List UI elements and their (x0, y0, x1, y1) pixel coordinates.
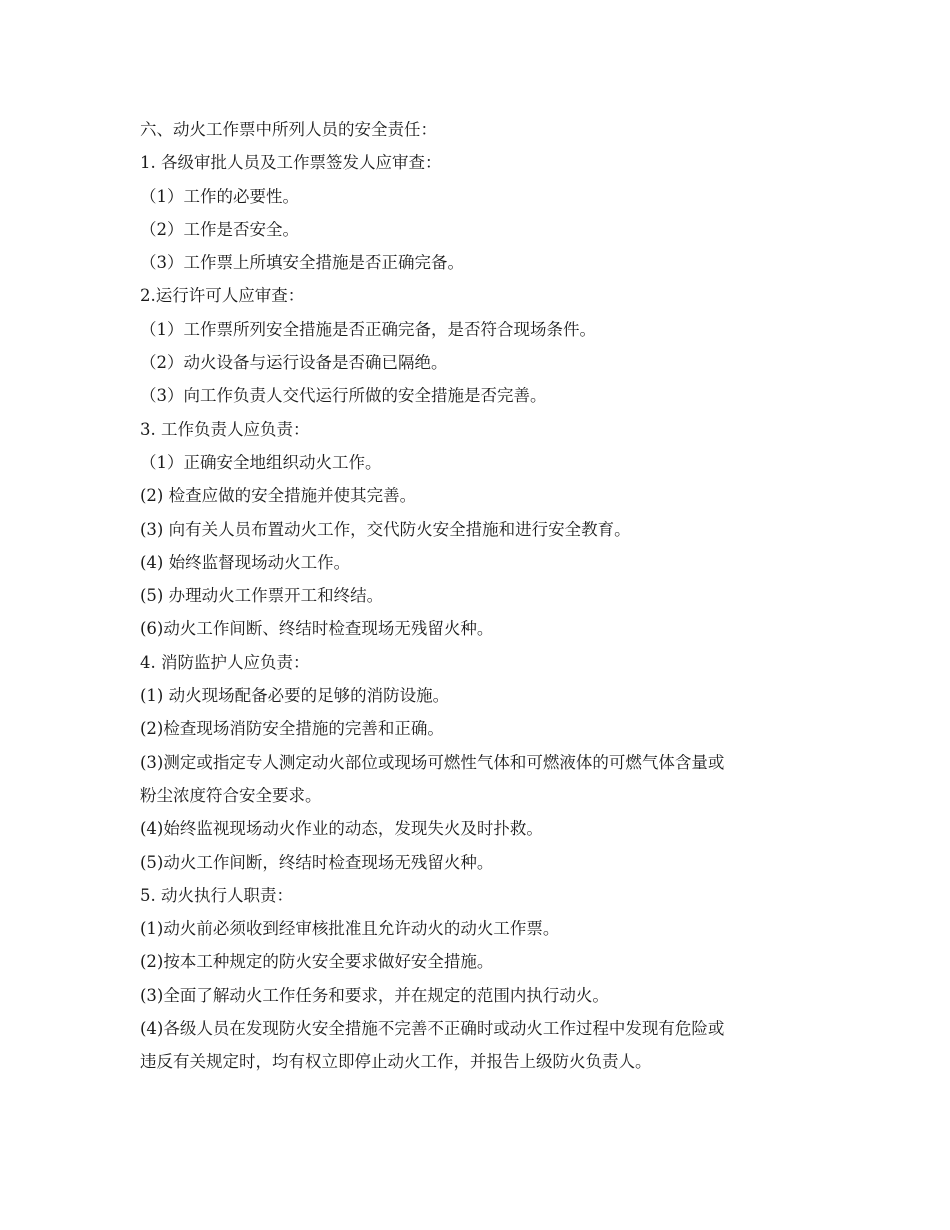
paragraph-line: （1）工作的必要性。 (140, 186, 299, 206)
section-heading: 六、动火工作票中所列人员的安全责任： (140, 120, 437, 139)
document-body (140, 113, 820, 1079)
item-heading-operation-permit: 2.运行许可人应审查： (140, 286, 305, 306)
paragraph-line: (3)全面了解动火工作任务和要求，并在规定的范围内执行动火。 (140, 985, 609, 1005)
paragraph-line: （3）向工作负责人交代运行所做的安全措施是否完善。 (140, 386, 547, 406)
paragraph-line: (4) 始终监督现场动火工作。 (140, 552, 351, 572)
paragraph-line: (5)动火工作间断，终结时检查现场无残留火种。 (140, 852, 494, 872)
item-heading-work-leader: 3. 工作负责人应负责： (140, 419, 310, 439)
paragraph-line: 违反有关规定时，均有权立即停止动火工作，并报告上级防火负责人。 (140, 1052, 652, 1072)
paragraph-line: （2）工作是否安全。 (140, 219, 299, 239)
paragraph-line: （1）正确安全地组织动火工作。 (140, 452, 382, 472)
paragraph-line: (4)始终监视现场动火作业的动态，发现失火及时扑救。 (140, 819, 543, 839)
paragraph-line: (1) 动火现场配备必要的足够的消防设施。 (140, 686, 450, 706)
paragraph-line: 粉尘浓度符合安全要求。 (140, 785, 322, 805)
paragraph-line: (2)检查现场消防安全措施的完善和正确。 (140, 719, 444, 739)
item-heading-executor: 5. 动火执行人职责： (140, 885, 293, 905)
paragraph-line: (2)按本工种规定的防火安全要求做好安全措施。 (140, 952, 494, 972)
paragraph-line: (3) 向有关人员布置动火工作，交代防火安全措施和进行安全教育。 (140, 519, 631, 539)
paragraph-line: （3）工作票上所填安全措施是否正确完备。 (140, 253, 464, 273)
item-heading-approvers: 1. 各级审批人员及工作票签发人应审查： (140, 153, 442, 173)
paragraph-line: （2）动火设备与运行设备是否确已隔绝。 (140, 353, 448, 373)
paragraph-line: (1)动火前必须收到经审核批准且允许动火的动火工作票。 (140, 919, 560, 939)
paragraph-line: (3)测定或指定专人测定动火部位或现场可燃性气体和可燃液体的可燃气体含量或 (140, 752, 725, 772)
paragraph-line: (6)动火工作间断、终结时检查现场无残留火种。 (140, 619, 494, 639)
paragraph-line: (2) 检查应做的安全措施并使其完善。 (140, 486, 417, 506)
item-heading-fire-guard: 4. 消防监护人应负责： (140, 652, 310, 672)
paragraph-line: (5) 办理动火工作票开工和终结。 (140, 586, 384, 606)
paragraph-line: （1）工作票所列安全措施是否正确完备，是否符合现场条件。 (140, 319, 596, 339)
paragraph-line: (4)各级人员在发现防火安全措施不完善不正确时或动火工作过程中发现有危险或 (140, 1019, 725, 1039)
